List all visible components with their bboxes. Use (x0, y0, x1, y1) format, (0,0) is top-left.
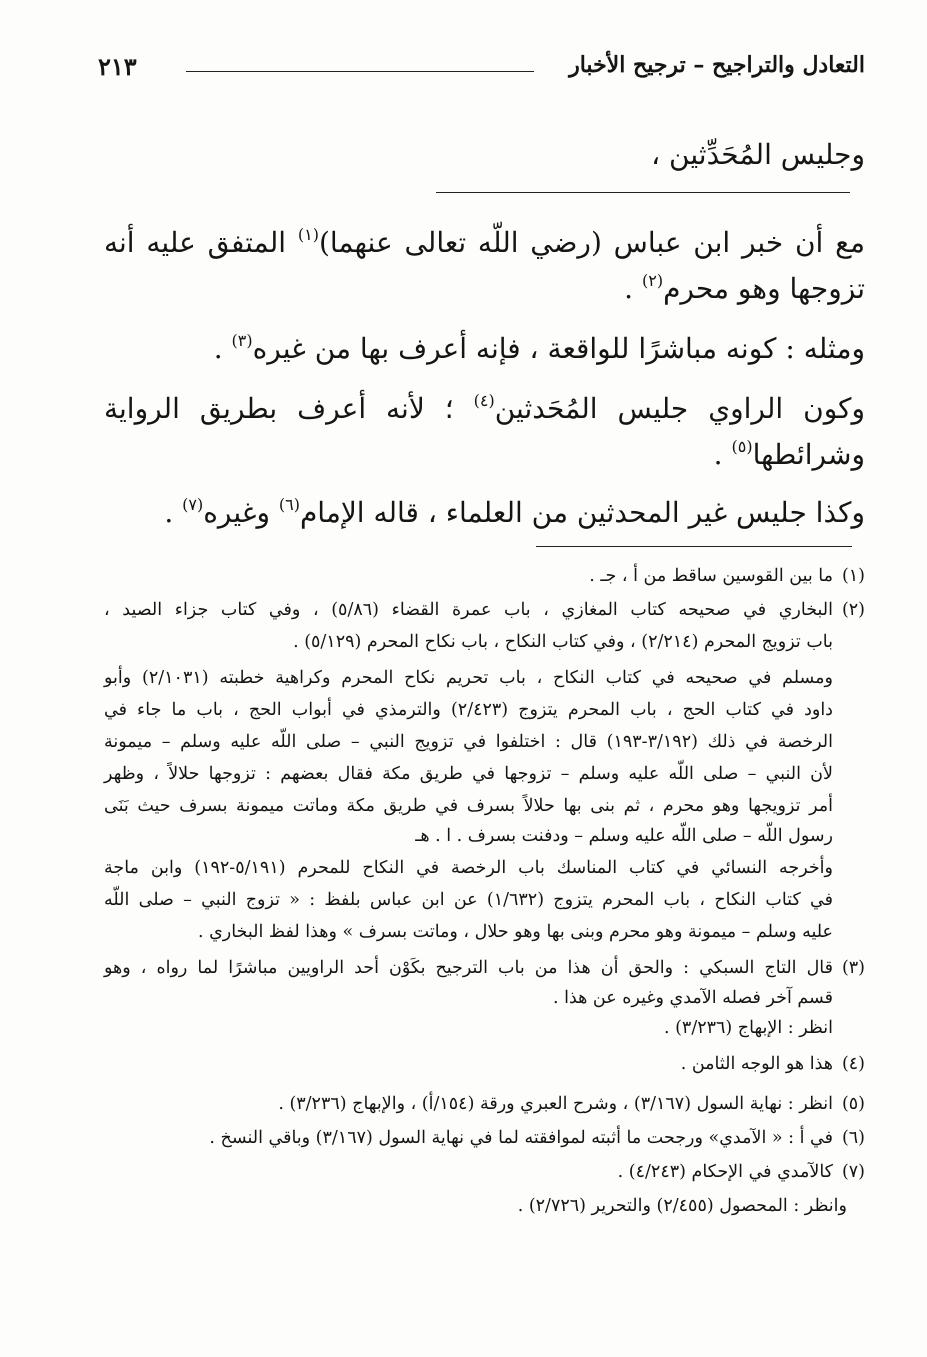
footnote-2-line-2 (293, 632, 833, 653)
main-rule-top (436, 192, 850, 193)
main-line-3 (624, 272, 865, 306)
footnote-2-line-6 (104, 764, 833, 785)
main-line-3-tail: . (624, 272, 642, 305)
footnote-2-line-7 (104, 796, 833, 817)
footnote-2-text-4: داود في كتاب الحج ، باب المحرم يتزوج (٢/٤٢٣) والترمذي في أبواب الحج ، باب ما جاء في (104, 700, 833, 720)
main-line-2-text: مع أن خبر ابن عباس (رضي اللّه تعالى عنهما) (318, 226, 866, 259)
footnote-2-number: (٢) (841, 600, 865, 620)
main-line-7 (164, 496, 865, 530)
footnote-7-line-2 (518, 1196, 847, 1217)
main-line-4-text: ومثله : كونه مباشرًا للواقعة ، فإنه أعرف بها من غيره (252, 332, 865, 365)
footnote-2-text-11: عليه وسلم – ميمونة وهو محرم وبنى بها وهو حلال ، وماتت بسرف » وهذا لفظ البخاري . (197, 922, 833, 942)
footnote-2-line-3 (104, 668, 833, 689)
footnote-6-number: (٦) (841, 1128, 865, 1148)
footnote-ref-2[interactable]: (٢) (641, 271, 664, 290)
footnote-3-text-2: قسم آخر فصله الآمدي وغيره عن هذا . (552, 988, 833, 1008)
footnote-3-text-3: انظر : الإبهاج (٣/٢٣٦) . (663, 1018, 833, 1038)
footnote-2-text-8: رسول اللّه – صلى اللّه عليه وسلم – ودفنت بسرف . ا . هـ (415, 826, 833, 846)
footnote-7-text-2: وانظر : المحصول (٢/٤٥٥) والتحرير (٢/٧٢٦) . (517, 1196, 847, 1216)
footnote-ref-4[interactable]: (٤) (473, 391, 495, 410)
header-rule (186, 71, 534, 72)
footnote-ref-6[interactable]: (٦) (278, 495, 300, 514)
footnote-2-text-6: لأن النبي – صلى اللّه عليه وسلم – تزوجها في طريق مكة فقال بعضهم : تزوجها حلالاً ، وظهر (104, 764, 833, 784)
footnote-2-text-7: أمر تزويجها وهو محرم ، ثم بنى بها حلالاً بسرف في طريق مكة وماتت ميمونة بسرف حيث بَنَى (104, 796, 833, 816)
main-line-2-tail: المتفق عليه أنه (104, 226, 298, 259)
footnote-6-text: في أ : « الآمدي» ورجحت ما أثبته لموافقته لما في نهاية السول (٣/١٦٧) وباقي النسخ . (209, 1128, 833, 1148)
footnote-1-number: (١) (841, 566, 865, 586)
footnote-2-line-10 (104, 890, 833, 911)
footnote-6 (209, 1128, 865, 1149)
main-line-5-text: وكون الراوي جليس المُحَدثين (494, 392, 866, 425)
footnote-3-text-1: قال التاج السبكي : والحق أن هذا من باب الترجيح بكَوْن أحد الراويين مباشرًا لما رواه ، وهو (104, 958, 833, 978)
footnote-ref-5[interactable]: (٥) (731, 437, 753, 456)
main-line-7-tail: . (164, 496, 183, 529)
footnote-3-number: (٣) (841, 958, 865, 978)
running-title: التعادل والتراجيح – ترجيح الأخبار (569, 52, 865, 78)
footnote-2-line-4 (104, 700, 833, 721)
main-line-4-tail: . (213, 332, 232, 365)
main-line-5-tail: ؛ لأنه أعرف بطريق الرواية (104, 392, 474, 425)
footnote-3-line-1 (104, 958, 865, 979)
footnote-1 (589, 566, 865, 587)
main-line-1 (651, 138, 865, 172)
footnote-4 (681, 1054, 865, 1075)
footnote-7-line-1 (618, 1162, 865, 1183)
footnote-5 (278, 1094, 865, 1115)
footnote-7-number: (٧) (841, 1162, 865, 1182)
footnote-ref-7[interactable]: (٧) (182, 495, 204, 514)
footnote-4-number: (٤) (841, 1054, 865, 1074)
footnote-4-text: هذا هو الوجه الثامن . (680, 1054, 833, 1074)
footnote-2-line-11 (198, 922, 833, 943)
footnote-5-number: (٥) (841, 1094, 865, 1114)
footnote-3-line-3 (664, 1018, 833, 1039)
footnote-ref-1[interactable]: (١) (297, 225, 319, 244)
main-line-2 (104, 226, 865, 260)
main-line-7-text: وكذا جليس غير المحدثين من العلماء ، قاله الإمام (299, 496, 865, 529)
main-line-6-tail: . (713, 438, 732, 471)
footnote-3-line-2 (553, 988, 833, 1009)
main-line-4 (214, 332, 865, 366)
footnote-2-text-3: ومسلم في صحيحه في كتاب النكاح ، باب تحريم نكاح المحرم وكراهية خطبته (٢/١٠٣١) وأبو (104, 668, 833, 688)
page-number: ٢١٣ (98, 52, 137, 81)
footnote-2-text-2: باب تزويج المحرم (٢/٢١٤) ، وفي كتاب النكاح ، باب نكاح المحرم (٥/١٢٩) . (293, 632, 833, 652)
footnote-2-line-1 (104, 600, 865, 621)
footnote-2-line-8 (415, 826, 833, 847)
footnote-2-text-9: وأخرجه النسائي في كتاب المناسك باب الرخصة في النكاح للمحرم (٥/١٩١-١٩٢) وابن ماجة (104, 858, 833, 878)
main-line-7-mid: وغيره (203, 496, 279, 529)
main-line-5 (104, 392, 865, 426)
main-line-1-text: وجليس المُحَدِّثين ، (651, 138, 865, 171)
footnote-1-line-1: ما بين القوسين ساقط من أ ، جـ . (589, 566, 833, 586)
footnote-2-text-5: الرخصة في ذلك (٣/١٩٢-١٩٣) قال : اختلفوا في تزويج النبي – صلى اللّه عليه وسلم – ميمونة (104, 732, 833, 752)
main-rule-bottom (536, 546, 852, 547)
footnote-ref-3[interactable]: (٣) (231, 331, 253, 350)
footnote-2-line-9 (104, 858, 833, 879)
footnote-7-text-1: كالآمدي في الإحكام (٤/٢٤٣) . (617, 1162, 833, 1182)
main-line-3-text: تزوجها وهو محرم (663, 272, 865, 305)
footnote-2-text-1: البخاري في صحيحه كتاب المغازي ، باب عمرة القضاء (٥/٨٦) ، وفي كتاب جزاء الصيد ، (104, 600, 833, 620)
footnote-5-text: انظر : نهاية السول (٣/١٦٧) ، وشرح العبري ورقة (١٥٤/أ) ، والإبهاج (٣/٢٣٦) . (278, 1094, 833, 1114)
footnote-2-text-10: في كتاب النكاح ، باب المحرم يتزوج (١/٦٣٢) عن ابن عباس بلفظ : « تزوج النبي – صلى اللّه (104, 890, 833, 910)
main-line-6 (714, 438, 865, 472)
main-line-6-text: وشرائطها (752, 438, 865, 471)
footnote-2-line-5 (104, 732, 833, 753)
